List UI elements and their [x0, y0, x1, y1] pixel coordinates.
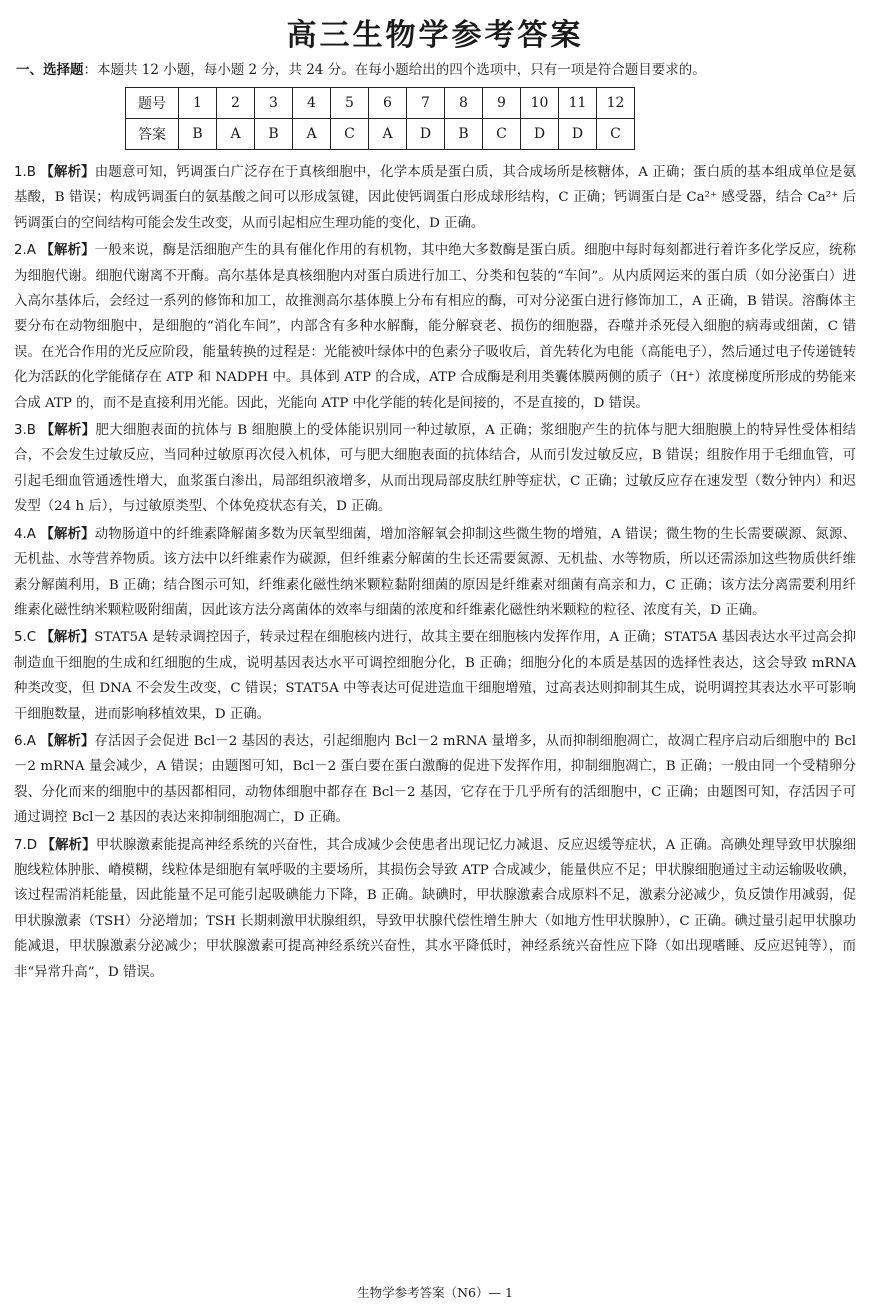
analysis-tag: 【解析】: [40, 733, 95, 749]
item-text: 动物肠道中的纤维素降解菌多数为厌氧型细菌，增加溶解氧会抑制这些微生物的增殖，A 错误；微生物的生长需要碳源、氮源、无机盐、水等营养物质。该方法中以纤维素作为碳源，但纤维素分解菌的生长还需要氮源、无机盐、水等物质，所以还需添加这些物质供纤维素分解菌利用，B 正确；结合图示可知，纤维素化磁性纳米颗粒黏附细菌的原因是纤维素对细菌有高亲和力，C 正确；该方法分离需要利用纤维素化磁性纳米颗粒吸附细菌，因此该方法分离菌体的效率与细菌的浓度和纤维素化磁性纳米颗粒的粒径、浓度有关，D 正确。: [14, 526, 857, 618]
item-text: 肥大细胞表面的抗体与 B 细胞膜上的受体能识别同一种过敏原，A 正确；浆细胞产生的抗体与肥大细胞膜上的特异性受体相结合，不会发生过敏反应，当同种过敏原再次侵入机体，可与肥大细胞表面的抗体结合，从而引发过敏反应，B 错误；组胺作用于毛细血管，可引起毛细血管通透性增大，血浆蛋白渗出，局部组织液增多，从而出现局部皮肤红肿等症状，C 正确；过敏反应存在速发型（数分钟内）和迟发型（24 h 后），与过敏原类型、个体免疫状态有关，D 正确。: [14, 423, 856, 515]
analysis-tag: 【解析】: [40, 526, 95, 542]
answer-row: [126, 119, 635, 150]
question-number: 8: [445, 88, 483, 119]
question-number: 5: [331, 88, 369, 119]
explanation-item: [14, 160, 856, 236]
question-number: 10: [521, 88, 559, 119]
question-number: 1: [179, 88, 217, 119]
item-answer: 3.B: [14, 423, 36, 439]
section-heading: 一、选择题: [16, 62, 84, 78]
explanation-item: [14, 418, 856, 520]
row-label-answer: 答案: [126, 119, 179, 150]
item-answer: 2.A: [14, 243, 36, 259]
answer-cell: A: [369, 119, 407, 150]
item-answer: 5.C: [14, 630, 37, 646]
answer-cell: C: [597, 119, 635, 150]
answer-cell: A: [293, 119, 331, 150]
analysis-tag: 【解析】: [40, 165, 95, 180]
analysis-tag: 【解析】: [41, 837, 96, 853]
question-number: 12: [597, 88, 635, 119]
answer-cell: D: [559, 119, 597, 150]
answer-table: [125, 87, 635, 150]
page-footer: 生物学参考答案（N6）— 1: [357, 1285, 513, 1300]
answer-cell: C: [331, 119, 369, 150]
item-answer: 4.A: [14, 526, 36, 542]
explanation-list: [14, 160, 856, 987]
answer-cell: D: [521, 119, 559, 150]
item-text: 由题意可知，钙调蛋白广泛存在于真核细胞中，化学本质是蛋白质，其合成场所是核糖体，A 正确；蛋白质的基本组成单位是氨基酸，B 错误；构成钙调蛋白的氨基酸之间可以形成氢键，因此使钙调蛋白形成球形结构，C 正确；钙调蛋白是 Ca²⁺ 感受器，结合 Ca²⁺ 后钙调蛋白的空间结构可能会发生改变，从而引起相应生理功能的变化，D 正确。: [14, 165, 856, 231]
explanation-item: [14, 625, 856, 727]
section-instruction-text: ：本题共 12 小题，每小题 2 分，共 24 分。在每小题给出的四个选项中，只有一项是符合题目要求的。: [83, 62, 706, 78]
explanation-item: [14, 522, 856, 624]
question-number: 3: [255, 88, 293, 119]
item-answer: 7.D: [14, 837, 38, 853]
question-number: 11: [559, 88, 597, 119]
question-number: 4: [293, 88, 331, 119]
answer-cell: B: [445, 119, 483, 150]
question-number: 9: [483, 88, 521, 119]
answer-cell: B: [179, 119, 217, 150]
item-answer: 1.B: [14, 165, 36, 180]
answer-cell: D: [407, 119, 445, 150]
page-title: 高三生物学参考答案: [286, 18, 584, 53]
explanation-item: [14, 833, 856, 985]
analysis-tag: 【解析】: [40, 630, 95, 646]
section-instruction: [16, 60, 854, 80]
analysis-tag: 【解析】: [40, 423, 96, 439]
row-label-question: 题号: [126, 88, 179, 119]
question-number: 2: [217, 88, 255, 119]
explanation-item: [14, 238, 856, 416]
question-number-row: [126, 88, 635, 119]
item-answer: 6.A: [14, 733, 36, 749]
question-number: 7: [407, 88, 445, 119]
item-text: 存活因子会促进 Bcl－2 基因的表达，引起细胞内 Bcl－2 mRNA 量增多，从而抑制细胞凋亡，故凋亡程序启动后细胞中的 Bcl－2 mRNA 量会减少，A 错误；由题图可知，Bcl－2 蛋白要在蛋白激酶的促进下发挥作用，抑制细胞凋亡，B 正确；一般由同一个受精卵分裂、分化而来的细胞中的基因都相同，动物体细胞中都存在 Bcl－2 基因，它存在于几乎所有的活细胞中，C 正确；由题图可知，存活因子可通过调控 Bcl－2 基因的表达来抑制细胞凋亡，D 正确。: [14, 733, 857, 826]
answer-cell: B: [255, 119, 293, 150]
analysis-tag: 【解析】: [40, 243, 95, 259]
answer-cell: A: [217, 119, 255, 150]
item-text: 甲状腺激素能提高神经系统的兴奋性，其合成减少会使患者出现记忆力减退、反应迟缓等症状，A 正确。高碘处理导致甲状腺细胞线粒体肿胀、嵴模糊，线粒体是细胞有氧呼吸的主要场所，其损伤会导致 ATP 合成减少，能量供应不足；甲状腺细胞通过主动运输吸收碘，该过程需消耗能量，因此能量不足可能引起吸碘能力下降，B 正确。缺碘时，甲状腺激素合成原料不足，激素分泌减少，负反馈作用减弱，促甲状腺激素（TSH）分泌增加；TSH 长期刺激甲状腺组织，导致甲状腺代偿性增生肿大（如地方性甲状腺肿），C 正确。碘过量引起甲状腺功能减退，甲状腺激素分泌减少；甲状腺激素可提高神经系统兴奋性，其水平降低时，神经系统兴奋性应下降（如出现嗜睡、反应迟钝等），而非“异常升高”，D 错误。: [14, 837, 856, 980]
answer-cell: C: [483, 119, 521, 150]
explanation-item: [14, 729, 856, 831]
question-number: 6: [369, 88, 407, 119]
item-text: STAT5A 是转录调控因子，转录过程在细胞核内进行，故其主要在细胞核内发挥作用，A 正确；STAT5A 基因表达水平过高会抑制造血干细胞的生成和红细胞的生成，说明基因表达水平可调控细胞分化，B 正确；细胞分化的本质是基因的选择性表达，这会导致 mRNA 种类改变，但 DNA 不会发生改变，C 错误；STAT5A 中等表达可促进造血干细胞增殖，过高表达则抑制其生成，说明调控其表达水平可影响干细胞数量，进而影响移植效果，D 正确。: [14, 630, 856, 722]
item-text: 一般来说，酶是活细胞产生的具有催化作用的有机物，其中绝大多数酶是蛋白质。细胞中每时每刻都进行着许多化学反应，统称为细胞代谢。细胞代谢离不开酶。高尔基体是真核细胞内对蛋白质进行加工、分类和包装的“车间”。从内质网运来的蛋白质（如分泌蛋白）进入高尔基体后，会经过一系列的修饰和加工，故推测高尔基体膜上分布有相应的酶，可对分泌蛋白进行修饰加工，A 正确，B 错误。溶酶体主要分布在动物细胞中，是细胞的“消化车间”，内部含有多种水解酶，能分解衰老、损伤的细胞器，吞噬并杀死侵入细胞的病毒或细菌，C 错误。在光合作用的光反应阶段，能量转换的过程是：光能被叶绿体中的色素分子吸收后，首先转化为电能（高能电子），然后通过电子传递链转化为活跃的化学能储存在 ATP 和 NADPH 中。具体到 ATP 的合成，ATP 合成酶是利用类囊体膜两侧的质子（H⁺）浓度梯度所形成的势能来合成 ATP 的，而不是直接利用光能。因此，光能向 ATP 中化学能的转化是间接的，不是直接的，D 错误。: [14, 243, 856, 411]
